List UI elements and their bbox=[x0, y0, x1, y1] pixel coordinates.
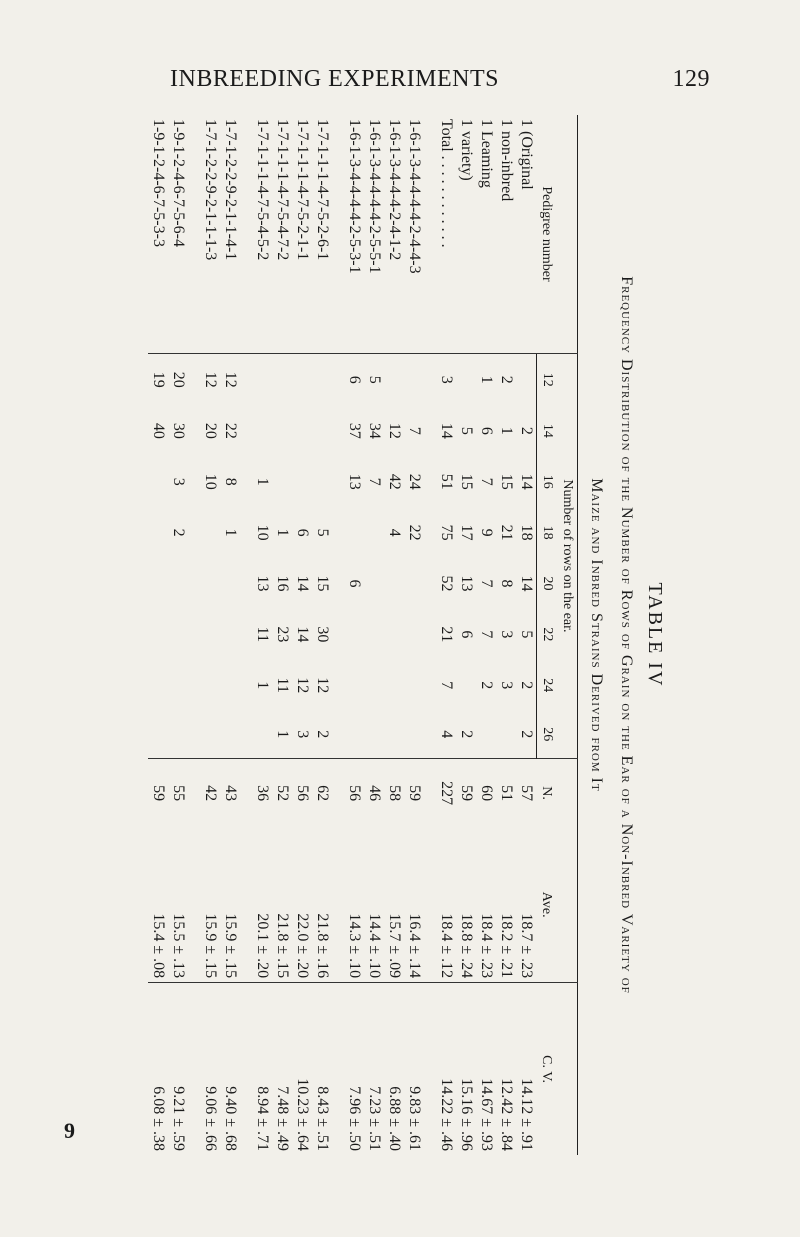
n-cell: 62 bbox=[314, 785, 331, 802]
frequency-cell bbox=[272, 405, 292, 456]
frequency-cell: 5 bbox=[518, 630, 535, 639]
frequency-cell: 3 bbox=[498, 681, 515, 690]
frequency-cell bbox=[252, 405, 272, 456]
cv-cell: 7.96 ± .50 bbox=[346, 1086, 363, 1151]
frequency-cell: 20 bbox=[202, 422, 219, 439]
table-row bbox=[344, 115, 364, 1155]
frequency-cell: 17 bbox=[458, 524, 475, 541]
table-row bbox=[516, 115, 537, 1155]
frequency-cell bbox=[496, 711, 516, 759]
table-row bbox=[384, 115, 404, 1155]
header-pedigree: Pedigree number bbox=[537, 115, 578, 354]
n-cell: 59 bbox=[458, 785, 475, 802]
frequency-cell: 7 bbox=[438, 681, 455, 690]
pedigree-cell: 1 (Original bbox=[516, 115, 537, 354]
ave-cell: 22.0 ± .20 bbox=[292, 827, 312, 982]
frequency-cell bbox=[476, 711, 496, 759]
header-class: 14 bbox=[537, 405, 558, 456]
frequency-cell: 1 bbox=[478, 375, 495, 384]
frequency-cell: 12 bbox=[202, 371, 219, 388]
frequency-cell: 2 bbox=[498, 375, 515, 384]
frequency-cell bbox=[364, 609, 384, 660]
frequency-cell: 13 bbox=[458, 575, 475, 592]
frequency-cell: 13 bbox=[346, 473, 363, 490]
frequency-cell: 10 bbox=[254, 524, 271, 541]
frequency-cell: 8 bbox=[498, 579, 515, 588]
frequency-cell: 12 bbox=[314, 677, 331, 694]
frequency-cell bbox=[148, 456, 168, 507]
frequency-cell: 1 bbox=[254, 477, 271, 486]
frequency-cell bbox=[220, 711, 252, 759]
frequency-cell bbox=[344, 660, 364, 711]
frequency-cell: 10 bbox=[202, 473, 219, 490]
frequency-cell: 3 bbox=[292, 711, 312, 759]
frequency-cell: 51 bbox=[438, 473, 455, 490]
frequency-cell: 6 bbox=[346, 375, 363, 384]
n-cell: 59 bbox=[150, 785, 167, 802]
pedigree-cell: 1-7-1-1-1-4-7-5-4-7-2 bbox=[272, 115, 292, 354]
frequency-cell: 7 bbox=[478, 579, 495, 588]
table-row bbox=[476, 115, 496, 1155]
running-title: INBREEDING EXPERIMENTS bbox=[170, 66, 499, 92]
cv-cell: 9.06 ± .66 bbox=[202, 1086, 219, 1151]
ave-cell: 14.4 ± .10 bbox=[364, 827, 384, 982]
frequency-cell bbox=[384, 660, 404, 711]
header-n: N. bbox=[537, 758, 578, 827]
table-title-line-2: Maize and Inbred Strains Derived from It bbox=[588, 478, 605, 792]
header-class: 26 bbox=[537, 711, 558, 759]
frequency-cell: 20 bbox=[170, 371, 187, 388]
frequency-cell bbox=[272, 354, 292, 406]
ave-cell: 18.4 ± .12 bbox=[436, 827, 456, 982]
frequency-cell: 2 bbox=[516, 711, 537, 759]
frequency-cell bbox=[200, 609, 220, 660]
frequency-cell: 30 bbox=[170, 422, 187, 439]
cv-cell: 9.21 ± .59 bbox=[170, 1086, 187, 1151]
frequency-cell bbox=[384, 711, 404, 759]
frequency-cell: 14 bbox=[294, 626, 311, 643]
n-cell: 46 bbox=[366, 785, 383, 802]
running-head bbox=[170, 66, 710, 102]
pedigree-cell: 1-7-1-1-1-4-7-5-4-5-2 bbox=[252, 115, 272, 354]
cv-cell: 9.83 ± .61 bbox=[406, 1086, 423, 1151]
header-class: 22 bbox=[537, 609, 558, 660]
frequency-cell bbox=[252, 354, 272, 406]
frequency-cell: 7 bbox=[406, 426, 423, 435]
frequency-cell: 14 bbox=[438, 422, 455, 439]
frequency-cell: 6 bbox=[458, 630, 475, 639]
frequency-cell bbox=[272, 456, 292, 507]
cv-cell: 14.12 ± .91 bbox=[518, 1078, 535, 1151]
pedigree-cell: 1-9-1-2-4-6-7-5-3-3 bbox=[148, 115, 168, 354]
frequency-cell: 4 bbox=[386, 528, 403, 537]
frequency-cell: 1 bbox=[222, 528, 239, 537]
n-cell: 59 bbox=[406, 785, 423, 802]
frequency-cell bbox=[292, 456, 312, 507]
pedigree-cell: 1 non-inbred bbox=[496, 115, 516, 354]
frequency-cell: 34 bbox=[366, 422, 383, 439]
frequency-cell bbox=[148, 558, 168, 609]
frequency-cell: 14 bbox=[518, 473, 535, 490]
cv-cell: 6.88 ± .40 bbox=[386, 1086, 403, 1151]
n-cell: 58 bbox=[386, 785, 403, 802]
table-row bbox=[220, 115, 252, 1155]
table-caption bbox=[583, 115, 670, 1155]
rotated-table-page bbox=[110, 115, 670, 1155]
ave-cell: 18.4 ± .23 bbox=[476, 827, 496, 982]
table-row bbox=[252, 115, 272, 1155]
table-row bbox=[496, 115, 516, 1155]
n-cell: 43 bbox=[222, 785, 239, 802]
frequency-cell bbox=[220, 660, 252, 711]
pedigree-cell: 1-7-1-1-1-4-7-5-2-1-1 bbox=[292, 115, 312, 354]
frequency-cell: 19 bbox=[150, 371, 167, 388]
frequency-cell bbox=[200, 558, 220, 609]
frequency-cell bbox=[344, 609, 364, 660]
ave-cell: 18.2 ± .21 bbox=[496, 827, 516, 982]
ave-cell: 21.8 ± .15 bbox=[272, 827, 292, 982]
n-cell: 51 bbox=[498, 785, 515, 802]
frequency-cell: 12 bbox=[294, 677, 311, 694]
pedigree-cell: 1-7-1-2-2-9-2-1-1-1-3 bbox=[200, 115, 220, 354]
header-class: 20 bbox=[537, 558, 558, 609]
frequency-cell: 6 bbox=[478, 426, 495, 435]
cv-cell: 9.40 ± .68 bbox=[222, 1086, 239, 1151]
frequency-cell bbox=[456, 354, 476, 406]
frequency-cell: 4 bbox=[436, 711, 456, 759]
table-row bbox=[272, 115, 292, 1155]
page-number: 129 bbox=[672, 66, 710, 92]
frequency-cell bbox=[148, 660, 168, 711]
header-rows-group: Number of rows on the ear. bbox=[557, 354, 578, 759]
table-row bbox=[168, 115, 200, 1155]
frequency-cell bbox=[168, 558, 200, 609]
ave-cell: 15.5 ± .13 bbox=[168, 827, 200, 982]
cv-cell: 15.16 ± .96 bbox=[458, 1078, 475, 1151]
frequency-cell: 22 bbox=[406, 524, 423, 541]
frequency-cell bbox=[148, 507, 168, 558]
cv-cell: 7.23 ± .51 bbox=[366, 1086, 383, 1151]
frequency-cell bbox=[252, 711, 272, 759]
frequency-cell: 52 bbox=[438, 575, 455, 592]
signature-mark: 9 bbox=[64, 1118, 75, 1143]
frequency-cell: 2 bbox=[456, 711, 476, 759]
frequency-cell: 13 bbox=[254, 575, 271, 592]
frequency-cell bbox=[404, 558, 436, 609]
header-cv: C. V. bbox=[537, 983, 578, 1155]
frequency-cell: 2 bbox=[312, 711, 344, 759]
frequency-cell: 42 bbox=[386, 473, 403, 490]
ave-cell: 18.8 ± .24 bbox=[456, 827, 476, 982]
ave-cell: 15.4 ± .08 bbox=[148, 827, 168, 982]
frequency-cell bbox=[364, 711, 384, 759]
pedigree-cell: 1-6-1-3-4-4-4-4-2-5-3-1 bbox=[344, 115, 364, 354]
pedigree-cell: 1-6-1-3-4-4-4-2-4-1-2 bbox=[384, 115, 404, 354]
frequency-cell: 1 bbox=[498, 426, 515, 435]
n-cell: 36 bbox=[254, 785, 271, 802]
frequency-cell: 2 bbox=[170, 528, 187, 537]
frequency-cell: 21 bbox=[438, 626, 455, 643]
frequency-cell: 15 bbox=[314, 575, 331, 592]
header-class: 12 bbox=[537, 354, 558, 406]
frequency-cell bbox=[312, 456, 344, 507]
frequency-cell: 8 bbox=[222, 477, 239, 486]
ave-cell: 15.7 ± .09 bbox=[384, 827, 404, 982]
frequency-cell bbox=[364, 558, 384, 609]
frequency-cell: 23 bbox=[274, 626, 291, 643]
frequency-cell: 1 bbox=[272, 711, 292, 759]
frequency-cell bbox=[168, 711, 200, 759]
n-cell: 55 bbox=[170, 785, 187, 802]
frequency-cell bbox=[404, 609, 436, 660]
pedigree-cell: 1 variety) bbox=[456, 115, 476, 354]
ave-cell: 20.1 ± .20 bbox=[252, 827, 272, 982]
n-cell: 56 bbox=[346, 785, 363, 802]
cv-cell: 14.22 ± .46 bbox=[438, 1078, 455, 1151]
frequency-cell bbox=[312, 405, 344, 456]
header-row-top bbox=[557, 115, 578, 1155]
frequency-cell bbox=[220, 558, 252, 609]
ave-cell: 14.3 ± .10 bbox=[344, 827, 364, 982]
ave-cell: 16.4 ± .14 bbox=[404, 827, 436, 982]
pedigree-cell: 1 Leaming bbox=[476, 115, 496, 354]
pedigree-cell: 1-9-1-2-4-6-7-5-6-4 bbox=[168, 115, 200, 354]
header-class: 18 bbox=[537, 507, 558, 558]
frequency-cell: 3 bbox=[438, 375, 455, 384]
frequency-cell: 18 bbox=[518, 524, 535, 541]
table-row bbox=[456, 115, 476, 1155]
frequency-cell: 7 bbox=[478, 477, 495, 486]
cv-cell: 6.08 ± .38 bbox=[150, 1086, 167, 1151]
frequency-cell bbox=[312, 354, 344, 406]
cv-cell: 8.43 ± .51 bbox=[314, 1086, 331, 1151]
frequency-cell: 40 bbox=[150, 422, 167, 439]
n-cell: 227 bbox=[438, 781, 455, 806]
frequency-cell: 2 bbox=[518, 681, 535, 690]
frequency-cell: 24 bbox=[406, 473, 423, 490]
frequency-cell bbox=[456, 660, 476, 711]
table-row bbox=[404, 115, 436, 1155]
table-row bbox=[148, 115, 168, 1155]
frequency-cell bbox=[344, 711, 364, 759]
frequency-cell bbox=[364, 507, 384, 558]
pedigree-cell: 1-6-1-3-4-4-4-4-2-4-4-3 bbox=[404, 115, 436, 354]
frequency-cell bbox=[148, 711, 168, 759]
frequency-cell bbox=[292, 354, 312, 406]
frequency-cell: 7 bbox=[478, 630, 495, 639]
frequency-cell bbox=[516, 354, 537, 406]
frequency-cell: 30 bbox=[314, 626, 331, 643]
frequency-cell bbox=[292, 405, 312, 456]
ave-cell: 18.7 ± .23 bbox=[516, 827, 537, 982]
frequency-cell: 5 bbox=[458, 426, 475, 435]
frequency-cell bbox=[384, 354, 404, 406]
n-cell: 60 bbox=[478, 785, 495, 802]
frequency-cell: 6 bbox=[346, 579, 363, 588]
n-cell: 57 bbox=[518, 785, 535, 802]
table-title-line-1: Frequency Distribution of the Number of Rows of Grain on the Ear of a Non-Inbred Variety of bbox=[618, 276, 635, 994]
frequency-cell: 14 bbox=[518, 575, 535, 592]
frequency-cell: 9 bbox=[478, 528, 495, 537]
frequency-table bbox=[148, 115, 578, 1155]
frequency-cell bbox=[168, 609, 200, 660]
table-body bbox=[148, 115, 537, 1155]
frequency-cell: 75 bbox=[438, 524, 455, 541]
frequency-cell: 3 bbox=[498, 630, 515, 639]
pedigree-cell: 1-7-1-2-2-9-2-1-1-4-1 bbox=[220, 115, 252, 354]
frequency-cell: 21 bbox=[498, 524, 515, 541]
table-row bbox=[200, 115, 220, 1155]
frequency-cell: 5 bbox=[314, 528, 331, 537]
frequency-cell bbox=[404, 660, 436, 711]
cv-cell: 8.94 ± .71 bbox=[254, 1086, 271, 1151]
frequency-cell: 6 bbox=[294, 528, 311, 537]
frequency-cell: 15 bbox=[458, 473, 475, 490]
pedigree-cell: 1-6-1-3-4-4-4-4-2-5-5-1 bbox=[364, 115, 384, 354]
frequency-cell: 3 bbox=[170, 477, 187, 486]
cv-cell: 10.23 ± .64 bbox=[294, 1078, 311, 1151]
frequency-cell: 11 bbox=[274, 677, 291, 693]
n-cell: 52 bbox=[274, 785, 291, 802]
frequency-cell bbox=[404, 711, 436, 759]
frequency-cell: 2 bbox=[518, 426, 535, 435]
table-row bbox=[364, 115, 384, 1155]
pedigree-cell: 1-7-1-1-1-4-7-5-2-6-1 bbox=[312, 115, 344, 354]
frequency-cell bbox=[200, 507, 220, 558]
frequency-cell bbox=[168, 660, 200, 711]
frequency-cell: 2 bbox=[478, 681, 495, 690]
table-row bbox=[312, 115, 344, 1155]
frequency-cell: 7 bbox=[366, 477, 383, 486]
header-ave: Ave. bbox=[537, 827, 578, 982]
frequency-cell bbox=[404, 354, 436, 406]
frequency-cell bbox=[384, 609, 404, 660]
table-row bbox=[292, 115, 312, 1155]
cv-cell: 12.42 ± .84 bbox=[498, 1078, 515, 1151]
frequency-cell: 11 bbox=[254, 626, 271, 643]
frequency-cell: 1 bbox=[274, 528, 291, 537]
frequency-cell: 16 bbox=[274, 575, 291, 592]
frequency-cell bbox=[220, 609, 252, 660]
frequency-cell bbox=[148, 609, 168, 660]
frequency-cell: 22 bbox=[222, 422, 239, 439]
frequency-cell bbox=[200, 660, 220, 711]
table-number: TABLE IV bbox=[644, 582, 666, 688]
cv-cell: 7.48 ± .49 bbox=[274, 1086, 291, 1151]
frequency-cell: 14 bbox=[294, 575, 311, 592]
ave-cell: 15.9 ± .15 bbox=[220, 827, 252, 982]
frequency-cell bbox=[200, 711, 220, 759]
cv-cell: 14.67 ± .93 bbox=[478, 1078, 495, 1151]
frequency-cell: 12 bbox=[386, 422, 403, 439]
pedigree-cell: Total . . . . . . . . . . . . bbox=[436, 115, 456, 354]
frequency-cell bbox=[344, 507, 364, 558]
frequency-cell: 12 bbox=[222, 371, 239, 388]
frequency-cell: 37 bbox=[346, 422, 363, 439]
n-cell: 56 bbox=[294, 785, 311, 802]
frequency-cell: 5 bbox=[366, 375, 383, 384]
header-class: 16 bbox=[537, 456, 558, 507]
header-class: 24 bbox=[537, 660, 558, 711]
frequency-cell: 15 bbox=[498, 473, 515, 490]
frequency-cell: 1 bbox=[254, 681, 271, 690]
frequency-cell bbox=[384, 558, 404, 609]
frequency-cell bbox=[364, 660, 384, 711]
ave-cell: 21.8 ± .16 bbox=[312, 827, 344, 982]
table-row bbox=[436, 115, 456, 1155]
n-cell: 42 bbox=[202, 785, 219, 802]
ave-cell: 15.9 ± .15 bbox=[200, 827, 220, 982]
